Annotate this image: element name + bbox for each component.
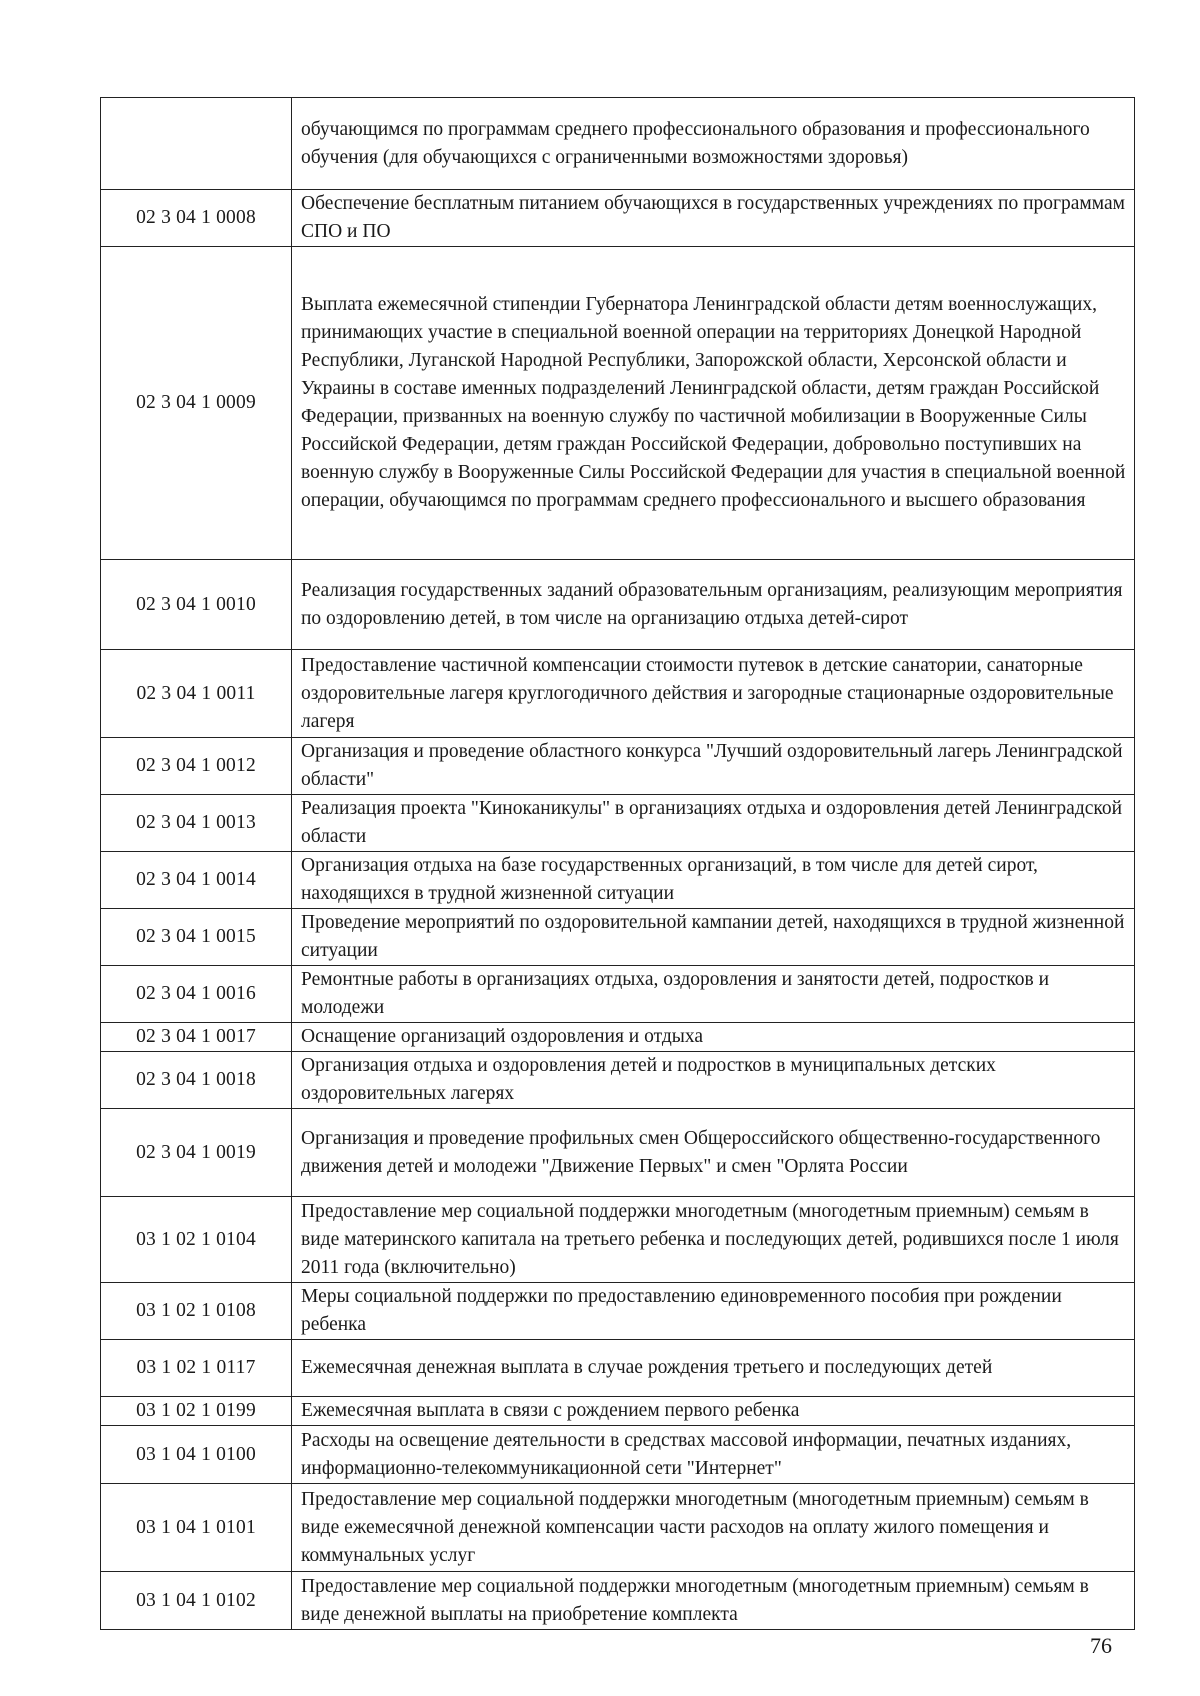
page-number: 76: [1090, 1633, 1112, 1658]
code-cell: 02 3 04 1 0010: [101, 560, 292, 650]
description-cell: Выплата ежемесячной стипендии Губернатора Ленинградской области детям военнослужащих, принимающих участие в специальной военной операции на территориях Донецкой Народной Республики, Луганской Народной Республики, Запорожской области, Херсонской области и Украины в составе именных подразделений Ленинградской области, детям граждан Российской Федерации, призванных на военную службу по частичной мобилизации в Вооруженные Силы Российской Федерации, детям граждан Российской Федерации, добровольно поступивших на военную службу в Вооруженные Силы Российской Федерации для участия в специальной военной операции, обучающимся по программам среднего профессионального и высшего образования: [292, 247, 1135, 560]
table-row: [101, 1197, 1135, 1283]
code-cell: 03 1 02 1 0108: [101, 1283, 292, 1340]
table-row: [101, 1426, 1135, 1484]
description-cell: Оснащение организаций оздоровления и отдыха: [292, 1023, 1135, 1052]
description-cell: Реализация государственных заданий образовательным организациям, реализующим мероприятия по оздоровлению детей, в том числе на организацию отдыха детей-сирот: [292, 560, 1135, 650]
code-cell: 02 3 04 1 0017: [101, 1023, 292, 1052]
code-cell: 03 1 04 1 0100: [101, 1426, 292, 1484]
code-cell: 02 3 04 1 0016: [101, 966, 292, 1023]
description-cell: Реализация проекта "Киноканикулы" в организациях отдыха и оздоровления детей Ленинградской области: [292, 795, 1135, 852]
table-row: [101, 560, 1135, 650]
table-row: [101, 1052, 1135, 1109]
description-cell: Предоставление мер социальной поддержки многодетным (многодетным приемным) семьям в виде денежной выплаты на приобретение комплекта: [292, 1572, 1135, 1630]
description-cell: Проведение мероприятий по оздоровительной кампании детей, находящихся в трудной жизненной ситуации: [292, 909, 1135, 966]
table-row: [101, 738, 1135, 795]
table-row: [101, 1572, 1135, 1630]
table-row: [101, 852, 1135, 909]
table-row: [101, 909, 1135, 966]
code-cell: 03 1 04 1 0102: [101, 1572, 292, 1630]
description-cell: Обеспечение бесплатным питанием обучающихся в государственных учреждениях по программам СПО и ПО: [292, 190, 1135, 247]
code-cell: 03 1 02 1 0117: [101, 1340, 292, 1397]
code-cell: 02 3 04 1 0019: [101, 1109, 292, 1197]
table-row: [101, 247, 1135, 560]
code-cell: 03 1 02 1 0104: [101, 1197, 292, 1283]
table-row: [101, 1283, 1135, 1340]
description-cell: Предоставление частичной компенсации стоимости путевок в детские санатории, санаторные оздоровительные лагеря круглогодичного действия и загородные стационарные оздоровительные лагеря: [292, 650, 1135, 738]
table-row: [101, 98, 1135, 190]
description-cell: Ежемесячная денежная выплата в случае рождения третьего и последующих детей: [292, 1340, 1135, 1397]
table-row: [101, 1023, 1135, 1052]
code-cell: 02 3 04 1 0008: [101, 190, 292, 247]
code-cell: 03 1 02 1 0199: [101, 1397, 292, 1426]
table-body: [101, 98, 1135, 1630]
description-cell: Предоставление мер социальной поддержки многодетным (многодетным приемным) семьям в виде материнского капитала на третьего ребенка и последующих детей, родившихся после 1 июля 2011 года (включительно): [292, 1197, 1135, 1283]
code-cell: [101, 98, 292, 190]
code-cell: 02 3 04 1 0018: [101, 1052, 292, 1109]
budget-code-table: [100, 97, 1135, 1630]
description-cell: Организация и проведение профильных смен Общероссийского общественно-государственного движения детей и молодежи "Движение Первых" и смен "Орлята России: [292, 1109, 1135, 1197]
table-row: [101, 1109, 1135, 1197]
code-cell: 02 3 04 1 0011: [101, 650, 292, 738]
description-cell: Ежемесячная выплата в связи с рождением первого ребенка: [292, 1397, 1135, 1426]
code-cell: 02 3 04 1 0013: [101, 795, 292, 852]
table-row: [101, 1340, 1135, 1397]
description-cell: обучающимся по программам среднего профессионального образования и профессионального обучения (для обучающихся с ограниченными возможностями здоровья): [292, 98, 1135, 190]
table-row: [101, 190, 1135, 247]
code-cell: 02 3 04 1 0009: [101, 247, 292, 560]
code-cell: 03 1 04 1 0101: [101, 1484, 292, 1572]
table-row: [101, 1397, 1135, 1426]
code-cell: 02 3 04 1 0015: [101, 909, 292, 966]
description-cell: Организация отдыха и оздоровления детей и подростков в муниципальных детских оздоровительных лагерях: [292, 1052, 1135, 1109]
table-row: [101, 795, 1135, 852]
code-cell: 02 3 04 1 0014: [101, 852, 292, 909]
table-row: [101, 650, 1135, 738]
description-cell: Ремонтные работы в организациях отдыха, оздоровления и занятости детей, подростков и молодежи: [292, 966, 1135, 1023]
description-cell: Организация отдыха на базе государственных организаций, в том числе для детей сирот, находящихся в трудной жизненной ситуации: [292, 852, 1135, 909]
description-cell: Организация и проведение областного конкурса "Лучший оздоровительный лагерь Ленинградской области": [292, 738, 1135, 795]
description-cell: Расходы на освещение деятельности в средствах массовой информации, печатных изданиях, информационно-телекоммуникационной сети "Интернет": [292, 1426, 1135, 1484]
code-cell: 02 3 04 1 0012: [101, 738, 292, 795]
table-row: [101, 1484, 1135, 1572]
description-cell: Предоставление мер социальной поддержки многодетным (многодетным приемным) семьям в виде ежемесячной денежной компенсации части расходов на оплату жилого помещения и коммунальных услуг: [292, 1484, 1135, 1572]
description-cell: Меры социальной поддержки по предоставлению единовременного пособия при рождении ребенка: [292, 1283, 1135, 1340]
table-row: [101, 966, 1135, 1023]
